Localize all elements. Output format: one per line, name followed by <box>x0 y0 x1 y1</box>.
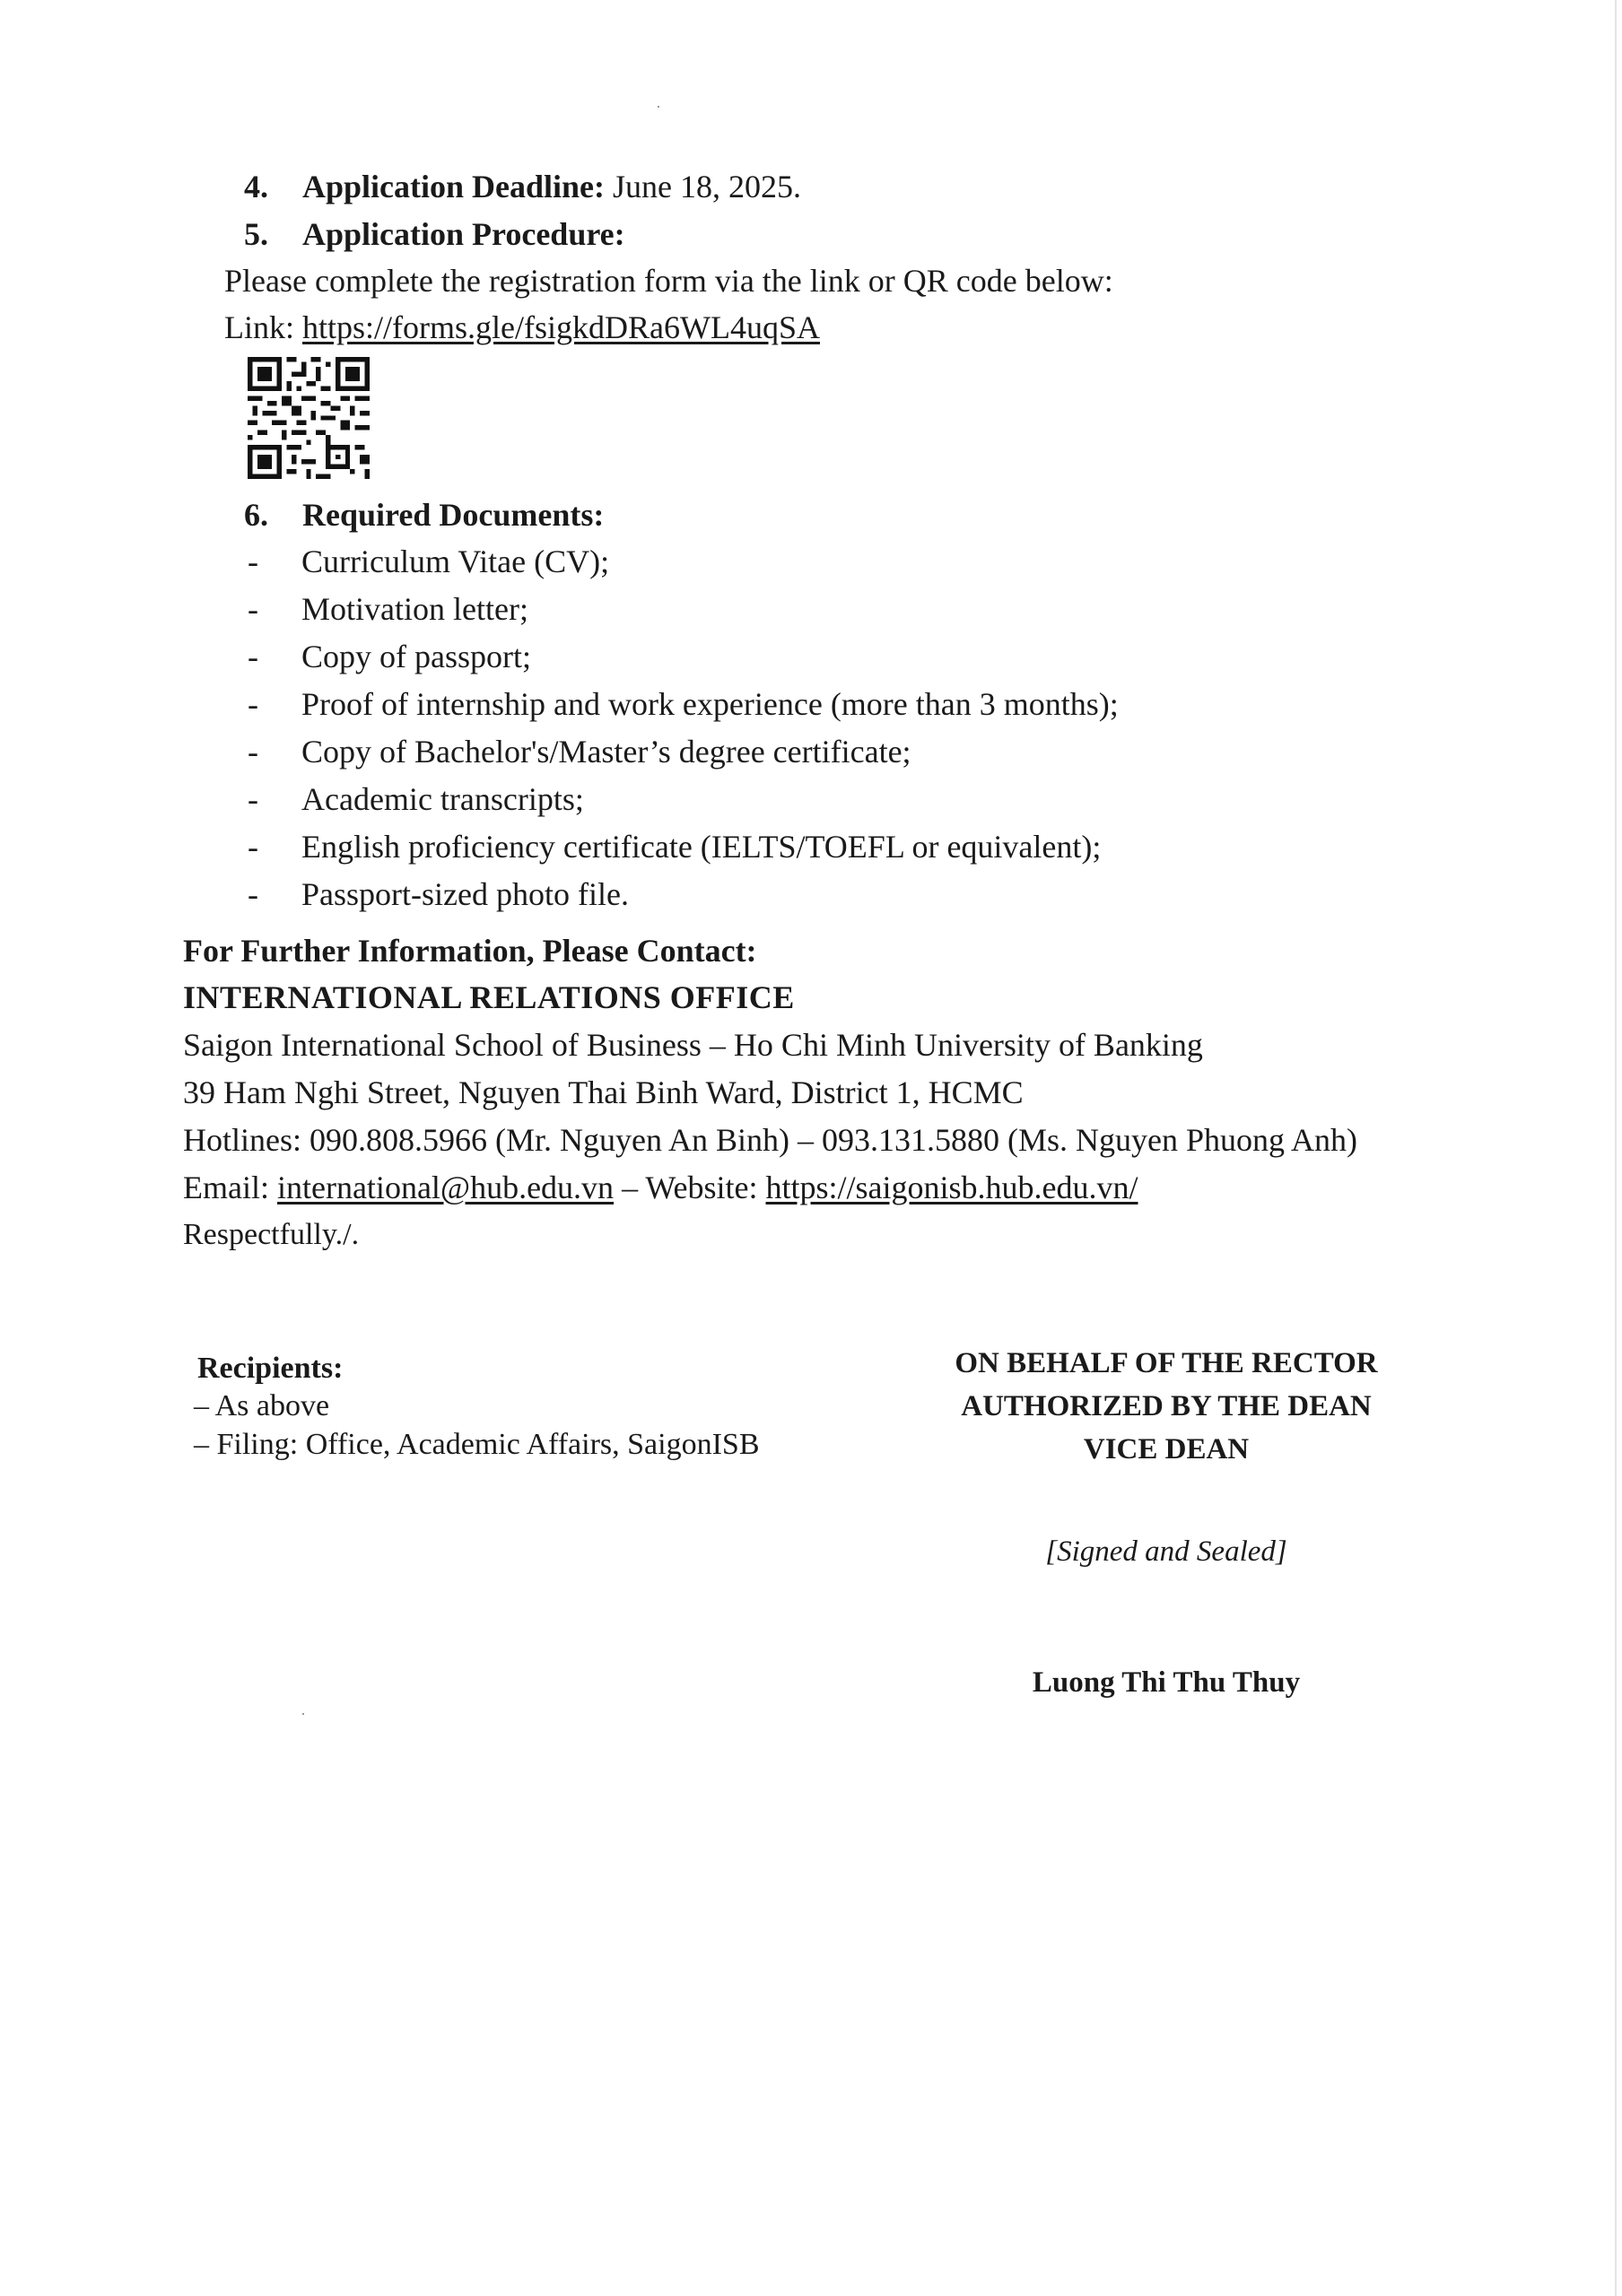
registration-link-line <box>224 308 820 347</box>
website-prefix: – Website: <box>614 1170 766 1205</box>
list-item <box>248 779 584 819</box>
email-link[interactable]: international@hub.edu.vn <box>276 1170 615 1205</box>
list-item-text: Curriculum Vitae (CV); <box>301 544 610 579</box>
page-edge <box>1615 0 1617 2296</box>
qr-code[interactable] <box>248 357 370 479</box>
website-link[interactable]: https://saigonisb.hub.edu.vn/ <box>765 1170 1138 1205</box>
list-item <box>248 637 531 676</box>
scan-speck <box>658 106 659 108</box>
hotlines: Hotlines: 090.808.5966 (Mr. Nguyen An Binh) – 093.131.5880 (Ms. Nguyen Phuong Anh) <box>183 1122 1357 1158</box>
list-item-text: Passport-sized photo file. <box>301 876 629 912</box>
signature-authority <box>879 1342 1453 1471</box>
recipients-heading: Recipients: <box>197 1352 344 1385</box>
school-name: Saigon International School of Business – Ho Chi Minh University of Banking <box>183 1027 1203 1063</box>
list-item <box>248 684 1119 724</box>
list-item <box>248 589 528 629</box>
signature-line: ON BEHALF OF THE RECTOR <box>955 1347 1378 1379</box>
closing: Respectfully./. <box>183 1218 360 1251</box>
contact-heading: For Further Information, Please Contact: <box>183 933 757 969</box>
deadline-value: June 18, 2025. <box>605 169 802 204</box>
scan-speck <box>302 1713 304 1715</box>
section-6 <box>244 495 604 535</box>
recipient-line: – As above <box>194 1389 330 1422</box>
list-bullet: - <box>248 781 258 817</box>
list-bullet: - <box>248 876 258 912</box>
list-item <box>248 542 609 581</box>
section-5-number: 5. <box>244 216 268 252</box>
documents-label: Required Documents: <box>302 497 605 533</box>
signature-line: AUTHORIZED BY THE DEAN <box>961 1390 1372 1422</box>
procedure-label: Application Procedure: <box>302 216 625 252</box>
list-bullet: - <box>248 829 258 865</box>
signature-line: VICE DEAN <box>1083 1433 1250 1465</box>
signatory-name: Luong Thi Thu Thuy <box>1032 1666 1301 1699</box>
list-item <box>248 874 629 914</box>
registration-link[interactable]: https://forms.gle/fsigkdDRa6WL4uqSA <box>302 309 820 345</box>
list-item <box>248 732 911 771</box>
recipient-line: – Filing: Office, Academic Affairs, SaigonISB <box>194 1428 760 1461</box>
list-bullet: - <box>248 544 258 579</box>
list-bullet: - <box>248 734 258 770</box>
deadline-label: Application Deadline: <box>302 169 606 204</box>
office-name: INTERNATIONAL RELATIONS OFFICE <box>183 979 795 1015</box>
list-item-text: English proficiency certificate (IELTS/TOEFL or equivalent); <box>301 829 1102 865</box>
section-5 <box>244 214 625 254</box>
signed-sealed-note: [Signed and Sealed] <box>1045 1535 1287 1568</box>
email-website-line <box>183 1168 1138 1207</box>
list-item-text: Proof of internship and work experience (more than 3 months); <box>301 686 1119 722</box>
list-item-text: Copy of Bachelor's/Master’s degree certificate; <box>301 734 911 770</box>
list-bullet: - <box>248 591 258 627</box>
office-address: 39 Ham Nghi Street, Nguyen Thai Binh Ward, District 1, HCMC <box>183 1074 1024 1110</box>
section-6-number: 6. <box>244 497 268 533</box>
link-prefix: Link: <box>224 309 302 345</box>
list-bullet: - <box>248 639 258 674</box>
list-item <box>248 827 1101 866</box>
list-item-text: Copy of passport; <box>301 639 531 674</box>
email-prefix: Email: <box>183 1170 277 1205</box>
list-bullet: - <box>248 686 258 722</box>
section-4 <box>244 167 801 206</box>
list-item-text: Motivation letter; <box>301 591 528 627</box>
section-4-number: 4. <box>244 169 268 204</box>
procedure-instruction: Please complete the registration form via the link or QR code below: <box>224 263 1113 299</box>
list-item-text: Academic transcripts; <box>301 781 584 817</box>
